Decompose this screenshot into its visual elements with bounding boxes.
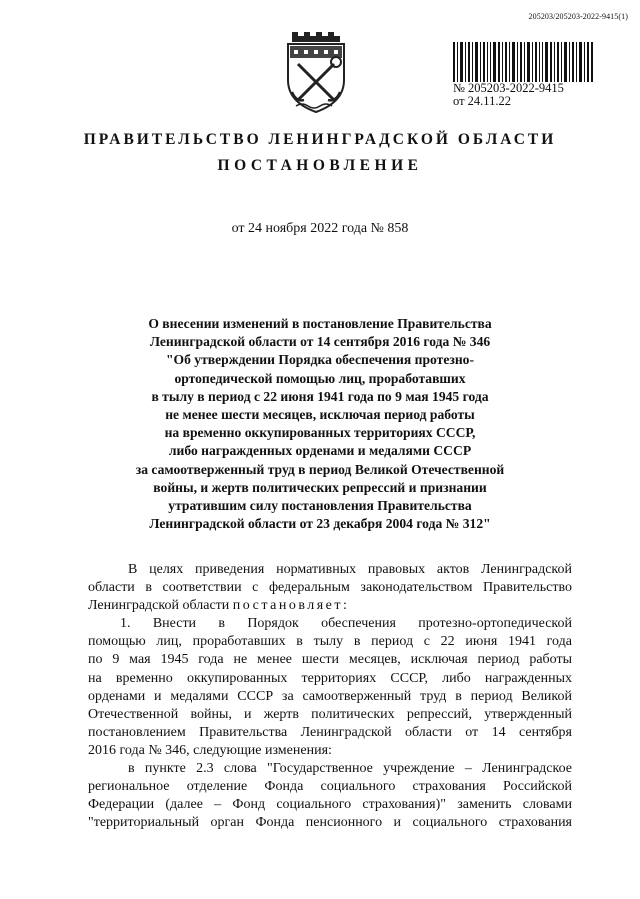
item1-line: помощью лиц, проработавших в тылу в период с 22 июня 1941 года — [88, 634, 572, 650]
government-title: ПРАВИТЕЛЬСТВО ЛЕНИНГРАДСКОЙ ОБЛАСТИ — [83, 131, 557, 148]
subject-line: в тылу в период с 22 июня 1941 года по 9 мая 1945 года — [151, 388, 489, 404]
subject-line: "Об утверждении Порядка обеспечения протезно- — [165, 352, 474, 368]
document-body — [88, 561, 572, 832]
subitem-line: Федерации (далее – Фонд социального страхования)" заменить словами — [88, 797, 572, 813]
item1-line: 1. Внести в Порядок обеспечения протезно-ортопедической — [120, 616, 572, 632]
subject-line: войны, и жертв политических репрессий и признании — [153, 479, 487, 495]
document-date-number: от 24 ноября 2022 года № 858 — [231, 221, 409, 236]
coat-of-arms-icon — [282, 28, 350, 114]
item1-line: по 9 мая 1945 года не менее шести месяцев, исключая период работы — [88, 652, 572, 668]
item1-line: на временно оккупированных территориях СССР, либо награжденных — [88, 670, 572, 686]
document-subject — [60, 315, 580, 533]
subitem-line: "территориальный орган Фонда пенсионного и социального страхования — [88, 815, 572, 831]
subject-line: Ленинградской области от 14 сентября 2016 года № 346 — [149, 334, 491, 350]
subitem-line: региональное отделение Фонда социального страхования Российской — [88, 779, 572, 795]
subject-line: утратившим силу постановления Правительства — [168, 498, 472, 514]
subject-line: на временно оккупированных территориях СССР, — [164, 425, 476, 441]
preamble-line: В целях приведения нормативных правовых актов Ленинградской — [128, 562, 572, 577]
item1-line: орденами и медалями СССР за самоотверженный труд в период Великой — [88, 688, 572, 704]
item1-line: Отечественной войны, и жертв политических репрессий, утвержденный — [88, 706, 572, 722]
registration-number: № 205203-2022-9415 — [453, 81, 564, 95]
subject-line: либо награжденных орденами и медалями СССР — [168, 443, 472, 459]
preamble-line: области в соответствии с федеральным законодательством Правительство — [88, 580, 572, 596]
item1-line: 2016 года № 346, следующие изменения: — [88, 742, 332, 758]
decree-word: постановляет — [232, 598, 343, 614]
registration-date: от 24.11.22 — [453, 94, 511, 108]
document-type: ПОСТАНОВЛЕНИЕ — [217, 157, 423, 174]
subject-line: О внесении изменений в постановление Правительства — [148, 316, 492, 331]
item1-line: постановлением Правительства Ленинградской области от 14 сентября — [88, 724, 572, 740]
subitem-line: в пункте 2.3 слова "Государственное учреждение – Ленинградское — [128, 761, 572, 777]
subject-line: Ленинградской области от 23 декабря 2004 года № 312" — [149, 516, 491, 532]
preamble-line — [88, 597, 572, 615]
subject-line: не менее шести месяцев, исключая период работы — [165, 407, 475, 423]
preamble-region: Ленинградской области — [88, 598, 230, 614]
subject-line: ортопедической помощью лиц, проработавших — [174, 370, 466, 386]
decree-colon: : — [343, 598, 347, 614]
document-registry-code: 205203/205203-2022-9415(1) — [528, 12, 628, 21]
subject-line: за самоотверженный труд в период Великой Отечественной — [135, 461, 505, 477]
barcode-icon — [453, 42, 593, 82]
